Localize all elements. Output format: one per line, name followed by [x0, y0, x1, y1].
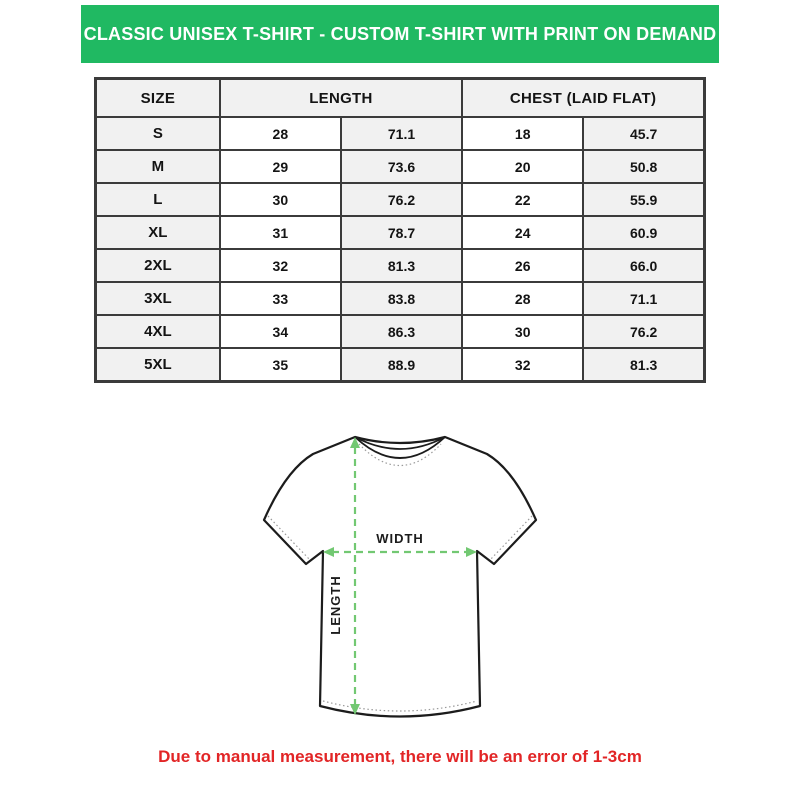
chest-inches-cell: 24: [462, 216, 583, 249]
header-row: [96, 79, 705, 118]
table-row: [96, 348, 705, 382]
chest-cm-cell: 60.9: [583, 216, 704, 249]
size-cell: 4XL: [96, 315, 220, 348]
width-label: WIDTH: [376, 531, 424, 546]
tshirt-diagram: [250, 427, 550, 729]
length-inches-cell: 30: [220, 183, 341, 216]
size-cell: L: [96, 183, 220, 216]
table-row: [96, 249, 705, 282]
chest-cm-cell: 45.7: [583, 117, 704, 150]
table-row: [96, 216, 705, 249]
table-row: [96, 117, 705, 150]
length-label: LENGTH: [328, 575, 343, 635]
col-header-length: LENGTH: [220, 79, 462, 118]
length-inches-cell: 31: [220, 216, 341, 249]
chest-inches-cell: 18: [462, 117, 583, 150]
length-cm-cell: 71.1: [341, 117, 462, 150]
col-header-chest: CHEST (LAID FLAT): [462, 79, 704, 118]
size-table-header: [96, 79, 705, 118]
size-cell: S: [96, 117, 220, 150]
length-cm-cell: 88.9: [341, 348, 462, 382]
length-cm-cell: 78.7: [341, 216, 462, 249]
table-row: [96, 282, 705, 315]
chest-cm-cell: 81.3: [583, 348, 704, 382]
chest-inches-cell: 26: [462, 249, 583, 282]
tshirt-outline: [264, 437, 536, 717]
length-inches-cell: 35: [220, 348, 341, 382]
table-row: [96, 183, 705, 216]
chest-inches-cell: 20: [462, 150, 583, 183]
measurement-note: Due to manual measurement, there will be an error of 1-3cm: [158, 747, 642, 766]
chest-inches-cell: 30: [462, 315, 583, 348]
size-table: [94, 77, 706, 383]
col-header-size: SIZE: [96, 79, 220, 118]
length-cm-cell: 76.2: [341, 183, 462, 216]
size-cell: 5XL: [96, 348, 220, 382]
chest-cm-cell: 50.8: [583, 150, 704, 183]
table-row: [96, 150, 705, 183]
size-cell: M: [96, 150, 220, 183]
tshirt-drawing: [250, 427, 550, 729]
chest-cm-cell: 55.9: [583, 183, 704, 216]
chest-inches-cell: 32: [462, 348, 583, 382]
chest-inches-cell: 28: [462, 282, 583, 315]
length-cm-cell: 73.6: [341, 150, 462, 183]
table-row: [96, 315, 705, 348]
length-inches-cell: 33: [220, 282, 341, 315]
length-inches-cell: 32: [220, 249, 341, 282]
title-banner: [81, 5, 719, 63]
chest-cm-cell: 76.2: [583, 315, 704, 348]
size-cell: 2XL: [96, 249, 220, 282]
chest-inches-cell: 22: [462, 183, 583, 216]
length-cm-cell: 83.8: [341, 282, 462, 315]
size-table-body: [96, 117, 705, 382]
length-cm-cell: 81.3: [341, 249, 462, 282]
size-cell: 3XL: [96, 282, 220, 315]
size-cell: XL: [96, 216, 220, 249]
length-inches-cell: 28: [220, 117, 341, 150]
length-inches-cell: 29: [220, 150, 341, 183]
length-inches-cell: 34: [220, 315, 341, 348]
page-title: CLASSIC UNISEX T-SHIRT - CUSTOM T-SHIRT WITH PRINT ON DEMAND: [83, 23, 717, 44]
chest-cm-cell: 71.1: [583, 282, 704, 315]
length-cm-cell: 86.3: [341, 315, 462, 348]
chest-cm-cell: 66.0: [583, 249, 704, 282]
